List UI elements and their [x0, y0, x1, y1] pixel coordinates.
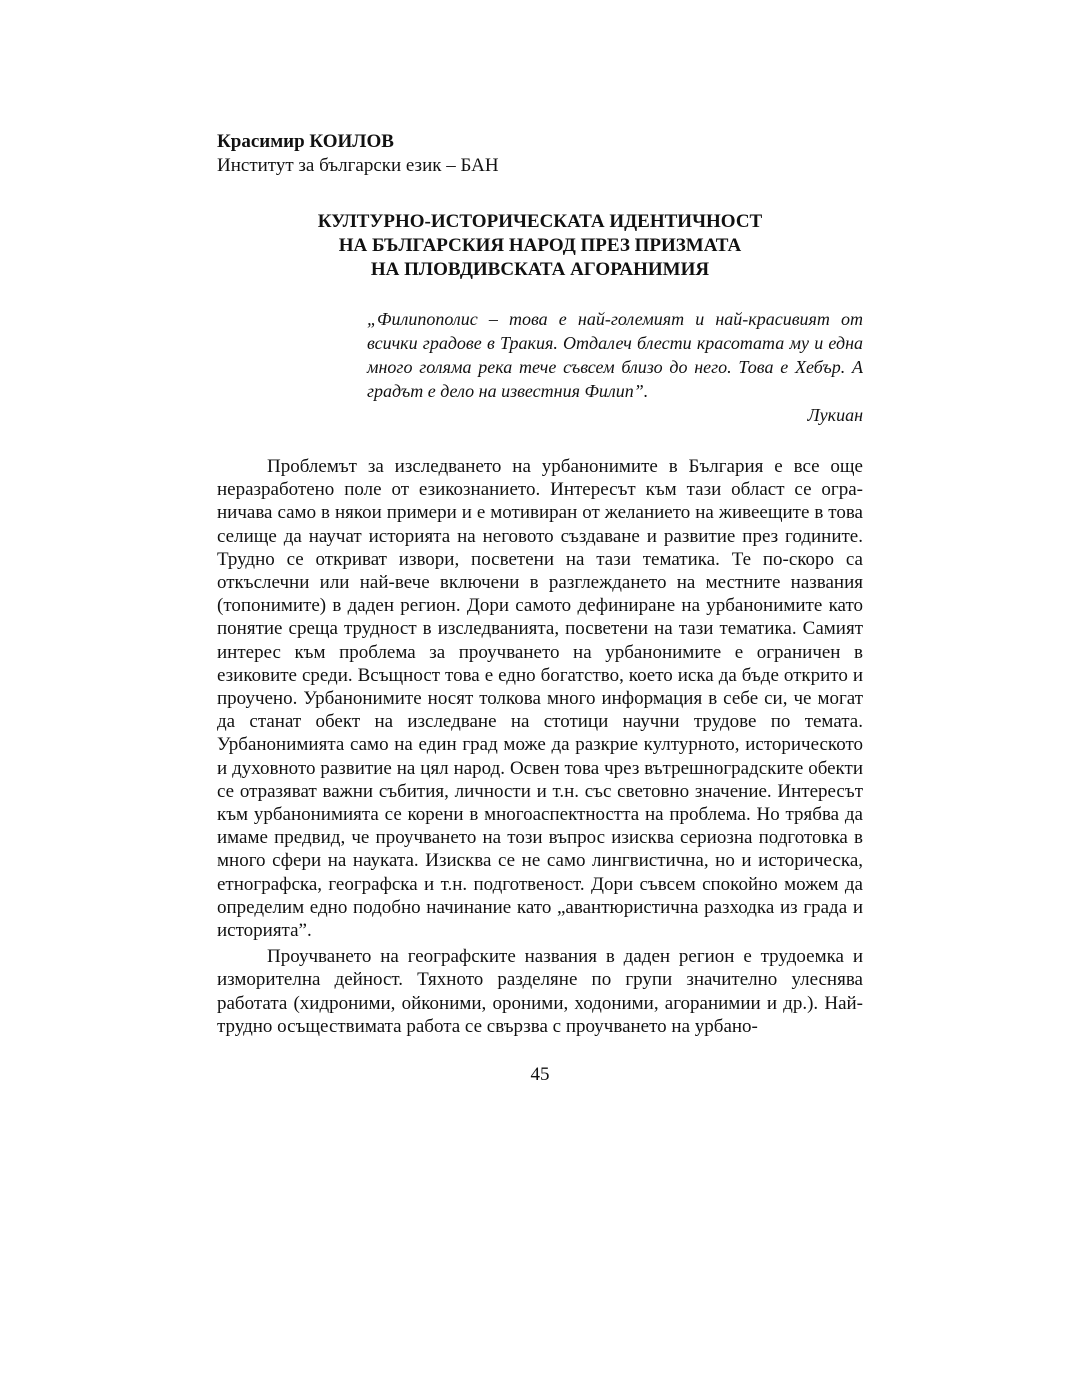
title-line: НА ПЛОВДИВСКАТА АГОРАНИМИЯ	[370, 259, 710, 280]
page-number: 45	[530, 1064, 550, 1085]
epigraph	[367, 307, 863, 427]
article-body	[217, 455, 863, 1038]
body-paragraph: Проблемът за изследването на урбанонимите в България е все още неразработено поле от езикознанието. Интересът към тази област се ограничава само в някои примери и е мотивиран от желанието на живеещите в това селище да научат историята на неговото създаване и развитие през годините. Трудно се откриват извори, посветени на тази тематика. Те по-скоро са откъслечни или най-вече включени в разглеждането на местните названия (топонимите) в даден регион. Дори самото дефиниране на урбанонимите като понятие среща трудност в изследванията, посветени на тази тематика. Самият интерес към проблема за проучването на урбанонимите е ограничен в езиковите среди. Всъщност това е едно богатство, което иска да бъде открито и проучено. Урбанонимите носят толкова много информация в себе си, че могат да станат обект на изследване на стотици научни трудове по темата. Урбанонимията само на един град може да разкрие културното, историческото и духовното развитие на цял народ. Освен това чрез вътрешноградските обекти се отразяват важни събития, личности и т.н. със световно значение. Интересът към урбанонимията се корени в многоаспектността на проблема. Но трябва да имаме предвид, че проучването на този въпрос изисква сериозна подготовка в много сфери на науката. Изисква се не само лингвистична, но и историческа, етнографска, географска и т.н. подготвеност. Дори съвсем спокойно можем да определим едно подобно начинание като „авантюристична разходка из града и историята”.	[217, 456, 863, 942]
epigraph-quote: „Филипополис – това е най-големият и най-красивият от всички градове в Тракия. Отдалеч блести красотата му и една много голяма река тече съвсем близо до него. Това е Хебър. А градът е дело на известния Филип”.	[367, 309, 863, 401]
article-title	[217, 210, 863, 282]
body-paragraph: Проучването на географските названия в даден регион е трудоемка и изморителна дейност. Тяхното разделяне по групи значително улеснява работата (хидроними, ойконими, ороними, ходоними, агоранимии и др.). Най-трудно осъществимата работа се свързва с проучването на урбано-	[217, 946, 863, 1037]
document-page	[217, 130, 863, 1041]
epigraph-author: Лукиан	[807, 405, 863, 425]
title-line: КУЛТУРНО-ИСТОРИЧЕСКАТА ИДЕНТИЧНОСТ	[317, 211, 763, 232]
title-line: НА БЪЛГАРСКИЯ НАРОД ПРЕЗ ПРИЗМАТА	[338, 235, 742, 256]
author-affiliation: Институт за български език – БАН	[217, 155, 499, 176]
author-name: Красимир КОИЛОВ	[217, 131, 394, 152]
